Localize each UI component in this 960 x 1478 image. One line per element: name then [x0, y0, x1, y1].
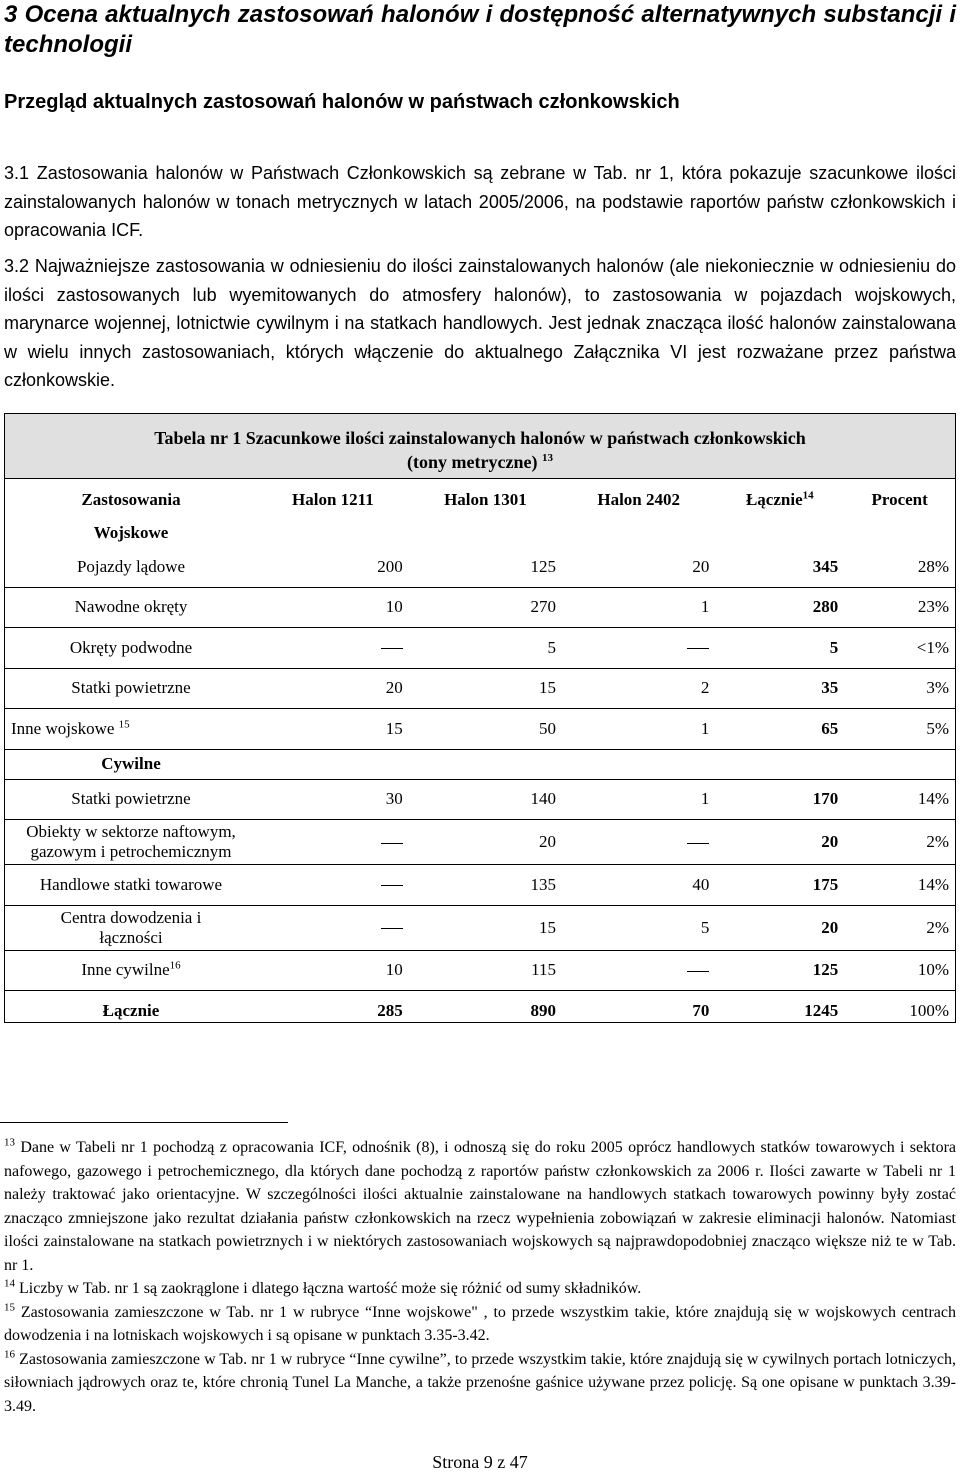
dash-mark — [381, 843, 403, 844]
footnote-14: $^{14}$ Liczby w Tab. nr 1 są zaokrąglone i dlatego łączna wartość może się różnić od sumy składników. — [4, 1277, 642, 1297]
table-caption-line2: (tony metryczne) — [407, 452, 538, 472]
dash-cell — [562, 628, 715, 669]
table-total-row: Łącznie 285 890 70 1245 100% — [5, 991, 955, 1031]
header-halon-2402: Halon 2402 — [597, 490, 680, 509]
halon-table — [4, 413, 956, 1023]
dash-mark — [687, 648, 709, 649]
header-procent: Procent — [871, 490, 928, 509]
dash-mark — [687, 843, 709, 844]
category-row-civil: Cywilne — [5, 749, 955, 779]
dash-cell — [257, 820, 409, 865]
header-lacznie: Łącznie$^{14}$ — [745, 489, 814, 509]
chapter-heading: 3 Ocena aktualnych zastosowań halonów i dostępność alternatywnych substancji i technologii — [4, 1, 956, 58]
footnote-separator — [0, 1122, 288, 1123]
section-heading: Przegląd aktualnych zastosowań halonów w państwach członkowskich — [4, 91, 680, 113]
table-row: Okręty podwodne 5 5 <1% — [5, 628, 955, 669]
dash-cell — [257, 865, 409, 906]
header-halon-1301: Halon 1301 — [444, 490, 527, 509]
header-zastosowania: Zastosowania — [81, 490, 181, 509]
table-row: Centra dowodzenia i łączności 15 5 20 2% — [5, 905, 955, 950]
table-row: Obiekty w sektorze naftowym, gazowym i petrochemicznym 20 20 2% — [5, 820, 955, 865]
table-row: Statki powietrzne 30 140 1 170 14% — [5, 779, 955, 820]
page-number: Strona 9 z 47 — [432, 1452, 528, 1472]
dash-cell — [257, 905, 409, 950]
paragraph-3-1: 3.1 Zastosowania halonów w Państwach Członkowskich są zebrane w Tab. nr 1, która pokazuje szacunkowe ilości zainstalowanych halonów w tonach metrycznych w latach 2005/2006, na podstawie raportów państw członkowskich i opracowania ICF. — [4, 163, 956, 240]
paragraph-3-2: 3.2 Najważniejsze zastosowania w odniesieniu do ilości zainstalowanych halonów (ale niekoniecznie w odniesieniu do ilości zastosowanych lub wyemitowanych do atmosfery halonów), to zastosowania w pojazdach wojskowych, marynarce wojennej, lotnictwie cywilnym i na statkach handlowych. Jest jednak znacząca ilość halonów zainstalowana w wielu innych zastosowaniach, których włączenie do aktualnego Załącznika VI jest rozważane przez państwa członkowskie. — [4, 256, 956, 390]
footnote-15: $^{15}$ Zastosowania zamieszczone w Tab. nr 1 w rubryce “Inne wojskowe" , to przede wszystkim takie, które znajdują się w wojskowych centrach dowodzenia i na lotniskach wojskowych i są opisane w punktach 3.35-3.42. — [4, 1301, 957, 1344]
footnote-16: $^{16}$ Zastosowania zamieszczone w Tab. nr 1 w rubryce “Inne cywilne”, to przede wszystkim takie, które znajdują się w cywilnych portach lotniczych, siłowniach jądrowych oraz te, które chronią Tunel La Manche, a także przenośne gaśnice używane przez policję. Są one opisane w punktach 3.39-3.49. — [4, 1348, 956, 1415]
table-row: Nawodne okręty 10 270 1 280 23% — [5, 587, 955, 628]
dash-mark — [381, 885, 403, 886]
data-table — [5, 482, 955, 1031]
dash-cell — [562, 820, 715, 865]
table-row: Inne wojskowe $^{15}$ 15 50 1 65 5% — [5, 709, 955, 750]
table-caption — [5, 414, 955, 479]
table-row: Inne cywilne$^{16}$ 10 115 125 10% — [5, 950, 955, 991]
category-row-military: Wojskowe — [93, 522, 169, 542]
footnote-ref-13: 13 — [541, 452, 553, 464]
table-caption-line1: Tabela nr 1 Szacunkowe ilości zainstalowanych halonów w państwach członkowskich — [154, 428, 806, 448]
table-header-row — [5, 482, 955, 518]
dash-mark — [381, 928, 403, 929]
dash-mark — [381, 648, 403, 649]
header-halon-1211: Halon 1211 — [292, 490, 374, 509]
footnotes — [4, 1136, 956, 1418]
dash-mark — [687, 971, 709, 972]
footnote-13: $^{13}$ Dane w Tabeli nr 1 pochodzą z opracowania ICF, odnośnik (8), i odnoszą się do roku 2005 oprócz handlowych statków towarowych i sektora nafowego, gazowego i petrochemicznego, dla których dane pochodzą z raportów państw członkowskich za 2006 r. Ilości zawarte w Tabeli nr 1 należy traktować jako orientacyjne. W szczególności ilości aktualnie zainstalowane na handlowych statkach towarowych powinny były zostać znacząco zmniejszone jako rezultat działania państw członkowskich na rzecz wypełnienia zobowiązań w zakresie eliminacji halonów. Natomiast ilości zainstalowane na statkach powietrznych i w niektórych zastosowaniach wojskowych są najprawdopodobniej znacząco większe niż te w Tab. nr 1. — [4, 1136, 957, 1274]
table-row: Statki powietrzne 20 15 2 35 3% — [5, 668, 955, 709]
dash-cell — [562, 950, 715, 991]
table-row: Handlowe statki towarowe 135 40 175 14% — [5, 865, 955, 906]
dash-cell — [257, 628, 409, 669]
table-row: Pojazdy lądowe 200 125 20 345 28% — [76, 556, 949, 576]
